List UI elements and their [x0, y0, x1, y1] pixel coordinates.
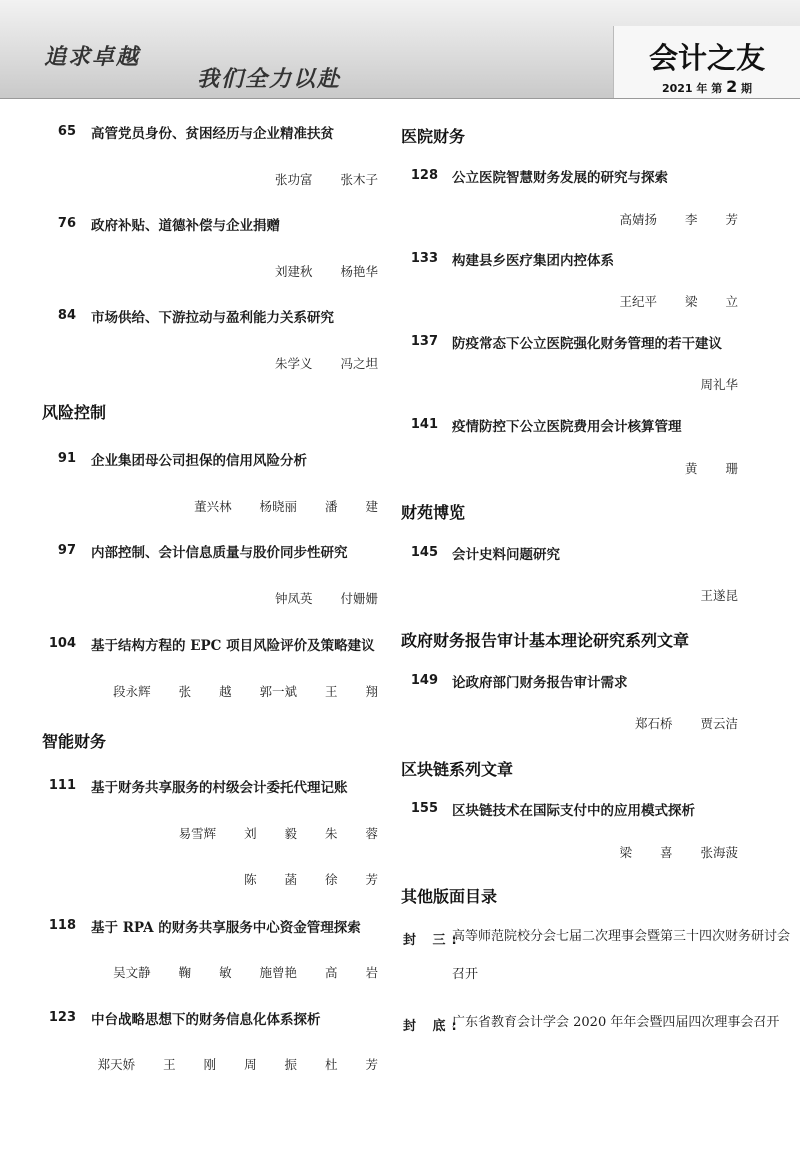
page-header [0, 0, 800, 99]
issue-suffix: 期 [741, 82, 753, 95]
article-page-number: 84 [57, 308, 76, 323]
article-page-number: 155 [410, 801, 438, 816]
inside-back-cover-label: 封 三: [403, 933, 463, 948]
article-page-number: 91 [57, 451, 76, 466]
article-page-number: 128 [410, 168, 438, 183]
article-authors: 王纪平 梁 立 [619, 294, 738, 309]
article-title[interactable]: 公立医院智慧财务发展的研究与探索 [452, 170, 668, 186]
article-authors: 朱学义 冯之坦 [275, 356, 378, 371]
article-title[interactable]: 会计史料问题研究 [452, 547, 560, 563]
article-title[interactable]: 市场供给、下游拉动与盈利能力关系研究 [91, 310, 334, 326]
article-page-number: 97 [57, 543, 76, 558]
article-authors: 吴文静 鞠 敏 施曾艳 高 岩 [113, 965, 378, 980]
article-page-number: 149 [410, 673, 438, 688]
article-title[interactable]: 构建县乡医疗集团内控体系 [452, 253, 614, 269]
article-title[interactable]: 内部控制、会计信息质量与股价同步性研究 [91, 545, 348, 561]
article-authors: 张功富 张木子 [275, 172, 378, 187]
issue-info [614, 77, 800, 96]
article-authors: 钟凤英 付姗姗 [275, 591, 378, 606]
article-page-number: 145 [410, 545, 438, 560]
article-page-number: 104 [48, 636, 76, 651]
article-title[interactable]: 疫情防控下公立医院费用会计核算管理 [452, 419, 682, 435]
article-authors: 刘建秋 杨艳华 [275, 264, 378, 279]
magazine-title: 会计之友 [648, 41, 765, 75]
article-title[interactable]: 防疫常态下公立医院强化财务管理的若干建议 [452, 336, 722, 352]
article-title[interactable]: 中台战略思想下的财务信息化体系探析 [91, 1012, 321, 1028]
article-authors: 陈 菡 徐 芳 [244, 872, 378, 887]
article-authors: 董兴林 杨晓丽 潘 建 [194, 499, 378, 514]
article-authors: 王遂昆 [700, 588, 738, 603]
inside-back-cover-text[interactable]: 高等师范院校分会七届二次理事会暨第三十四次财务研讨会召开 [452, 929, 791, 982]
section-heading-smart-finance: 智能财务 [42, 732, 107, 751]
section-heading-blockchain-series: 区块链系列文章 [401, 760, 514, 779]
article-authors: 段永辉 张 越 郭一斌 王 翔 [113, 684, 378, 699]
article-authors: 郑天娇 王 刚 周 振 杜 芳 [97, 1057, 378, 1072]
magazine-masthead [613, 26, 800, 98]
article-title[interactable]: 论政府部门财务报告审计需求 [452, 675, 628, 691]
article-title[interactable]: 高管党员身份、贫困经历与企业精准扶贫 [91, 126, 334, 142]
article-authors: 高婧扬 李 芳 [619, 212, 738, 227]
slogan-line-2: 我们全力以赴 [197, 66, 342, 92]
article-page-number: 65 [57, 124, 76, 139]
article-page-number: 137 [410, 334, 438, 349]
article-page-number: 123 [48, 1010, 76, 1025]
article-title[interactable]: 基于结构方程的 EPC 项目风险评价及策略建议 [91, 638, 375, 654]
article-authors: 梁 喜 张海菠 [619, 845, 738, 860]
section-heading-risk-control: 风险控制 [42, 403, 107, 422]
back-cover-label: 封 底: [403, 1019, 463, 1034]
section-heading-gov-audit-series: 政府财务报告审计基本理论研究系列文章 [401, 631, 690, 650]
article-page-number: 133 [410, 251, 438, 266]
article-page-number: 141 [410, 417, 438, 432]
article-page-number: 111 [48, 778, 76, 793]
article-authors: 周礼华 [700, 377, 738, 392]
article-title[interactable]: 企业集团母公司担保的信用风险分析 [91, 453, 307, 469]
article-title[interactable]: 基于 RPA 的财务共享服务中心资金管理探索 [91, 920, 361, 936]
article-title[interactable]: 基于财务共享服务的村级会计委托代理记账 [91, 780, 348, 796]
article-authors: 易雪辉 刘 毅 朱 蓉 [178, 826, 378, 841]
issue-year: 2021 年 第 [661, 82, 723, 95]
article-title[interactable]: 政府补贴、道德补偿与企业捐赠 [91, 218, 280, 234]
article-page-number: 76 [57, 216, 76, 231]
section-heading-finance-garden: 财苑博览 [401, 503, 466, 522]
article-authors: 黄 珊 [685, 461, 738, 476]
article-page-number: 118 [48, 918, 76, 933]
issue-number: 2 [726, 77, 738, 96]
section-heading-hospital-finance: 医院财务 [401, 127, 466, 146]
article-authors: 郑石桥 贾云洁 [635, 716, 738, 731]
section-heading-other-pages: 其他版面目录 [401, 887, 498, 906]
article-title[interactable]: 区块链技术在国际支付中的应用模式探析 [452, 803, 695, 819]
back-cover-text[interactable]: 广东省教育会计学会 2020 年年会暨四届四次理事会召开 [452, 1015, 780, 1030]
slogan-line-1: 追求卓越 [44, 44, 141, 70]
